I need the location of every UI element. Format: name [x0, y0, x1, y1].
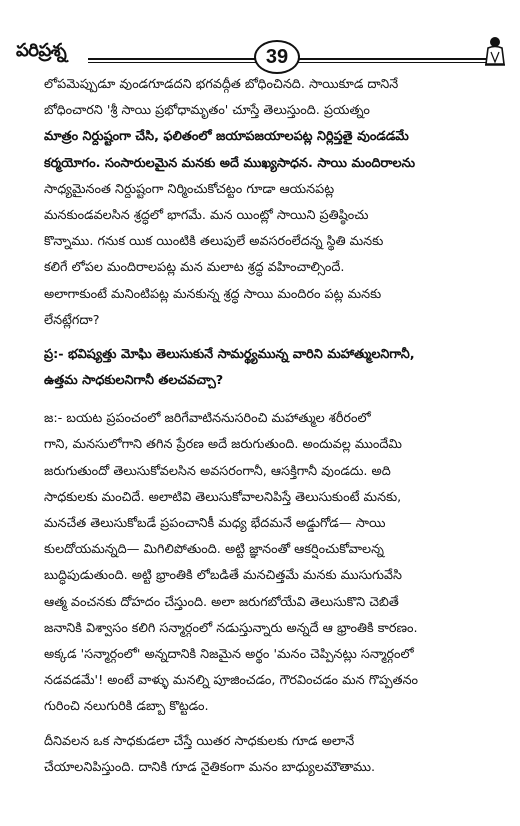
text-line: జనానికి విశ్వాసం కలిగి సన్మార్గంలో నడుస్తున్నారు అన్నదే ఆ భ్రాంతికి కారణం. [44, 620, 418, 636]
text-line: కర్మయోగం. సంసారులమైన మనకు అదే ముఖ్యసాధన. సాయి మందిరాలను [44, 155, 416, 171]
text-line: అలాగాకుంటే మనింటిపట్ల మనకున్న శ్రద్ధ సాయి మందిరం పట్ల మనకు [44, 286, 382, 302]
text-line: నడవడమే'! అంటే వాళ్ళు మనల్ని పూజించడం, గౌరవించడం మన గొప్పతనం [44, 673, 419, 689]
text-line: మనచేత తెలుసుకోబడే ప్రపంచానికీ మధ్య భేదమనే అడ్డుగోడ— సాయి [44, 516, 386, 531]
question-line: ప్ర:- భవిష్యత్తు మోఘి తెలుసుకునే సామర్థ్యమున్న వారిని మహాత్ములనిగానీ, [44, 346, 415, 362]
text-line: సాధకులకు మంచిదే. అలాటివి తెలుసుకోవాలనిపిస్తే తెలుసుకుంటే మనకు, [44, 489, 402, 505]
text-line: కొన్నాము. గనుక యిక యింటికి తలుపులే అవసరంలేదన్న స్థితి మనకు [44, 234, 384, 250]
text-line: దీనివలన ఒక సాధకుడలా చేస్తే యితర సాధకులకు గూడ అలానే [44, 733, 355, 749]
page-number: 39 [254, 40, 300, 74]
text-line: లోపమెప్పుడూ వుండగూడదని భగవద్గీత బోధించినది. సాయికూడ దానినే [44, 77, 399, 92]
page-header [16, 6, 508, 72]
book-title: పరిప్రశ్న [16, 40, 67, 61]
question-line: ఉత్తమ సాధకులనిగానీ తలచవచ్చా? [44, 373, 224, 389]
paragraph-1 [44, 72, 506, 334]
text-line: లేనట్లేగదా? [44, 312, 100, 328]
question-paragraph [44, 342, 506, 394]
text-line: గురించి నలుగురికి డబ్బా కొట్టడం. [44, 699, 209, 715]
page-body [44, 72, 506, 781]
text-line: కలిగే లోపల మందిరాలపట్ల మన మలాట శ్రద్ధ వహించాల్సిందే. [44, 260, 345, 276]
text-line: గాని, మనసులోగాని తగిన ప్రేరణ అదే జరుగుతుంది. అందువల్ల ముందేమి [44, 437, 402, 453]
text-line: బోధించారని 'శ్రీ సాయి ప్రభోధామృతం' చూస్తే తెలుస్తుంది. ప్రయత్నం [44, 103, 370, 119]
text-line: సాధ్యమైనంత నిర్దుష్టంగా నిర్మించుకోచట్టం గూడా ఆయనపట్ల [44, 181, 335, 197]
text-line: మాత్రం నిర్దుష్టంగా చేసి, ఫలితంలో జయాపజయాలపట్ల నిర్లిప్తతై వుండడమే [44, 129, 409, 145]
answer-paragraph [44, 406, 506, 720]
closing-paragraph [44, 729, 506, 781]
text-line: ఆత్మ వంచనకు దోహదం చేస్తుంది. అలా జరుగబోయేవి తెలుసుకొని చెబితే [44, 594, 399, 610]
text-line: మనకుండవలసిన శ్రద్ధలో భాగమే. మన యింట్లో సాయిని ప్రతిష్ఠించు [44, 207, 369, 223]
text-line: కులదోయమన్నది— మిగిలిపోతుంది. అట్టి జ్ఞానంతో ఆకర్షించుకోవాలన్న [44, 542, 384, 558]
text-line: జ:- బయట ప్రపంచంలో జరిగేవాటిననుసరించి మహాత్ముల శరీరంలో [44, 411, 371, 427]
text-line: అక్కడ 'సన్మార్గంలో' అన్నదానికి నిజమైన అర్థం 'మనం చెప్పినట్లు సన్మార్గంలో [44, 646, 414, 662]
text-line: జరుగుతుందో తెలుసుకోవలసిన అవసరంగానీ, ఆసక్తిగానీ వుండదు. అది [44, 463, 391, 479]
sai-figure-icon [482, 36, 508, 66]
text-line: బుద్ధిపుడుతుంది. అట్టి భ్రాంతికి లోబడితే మనచిత్తమే మనకు ముసుగువేసి [44, 568, 402, 584]
text-line: చేయాలనిపిస్తుంది. దానికి గూడ నైతికంగా మనం బాధ్యులమౌతాము. [44, 759, 376, 775]
